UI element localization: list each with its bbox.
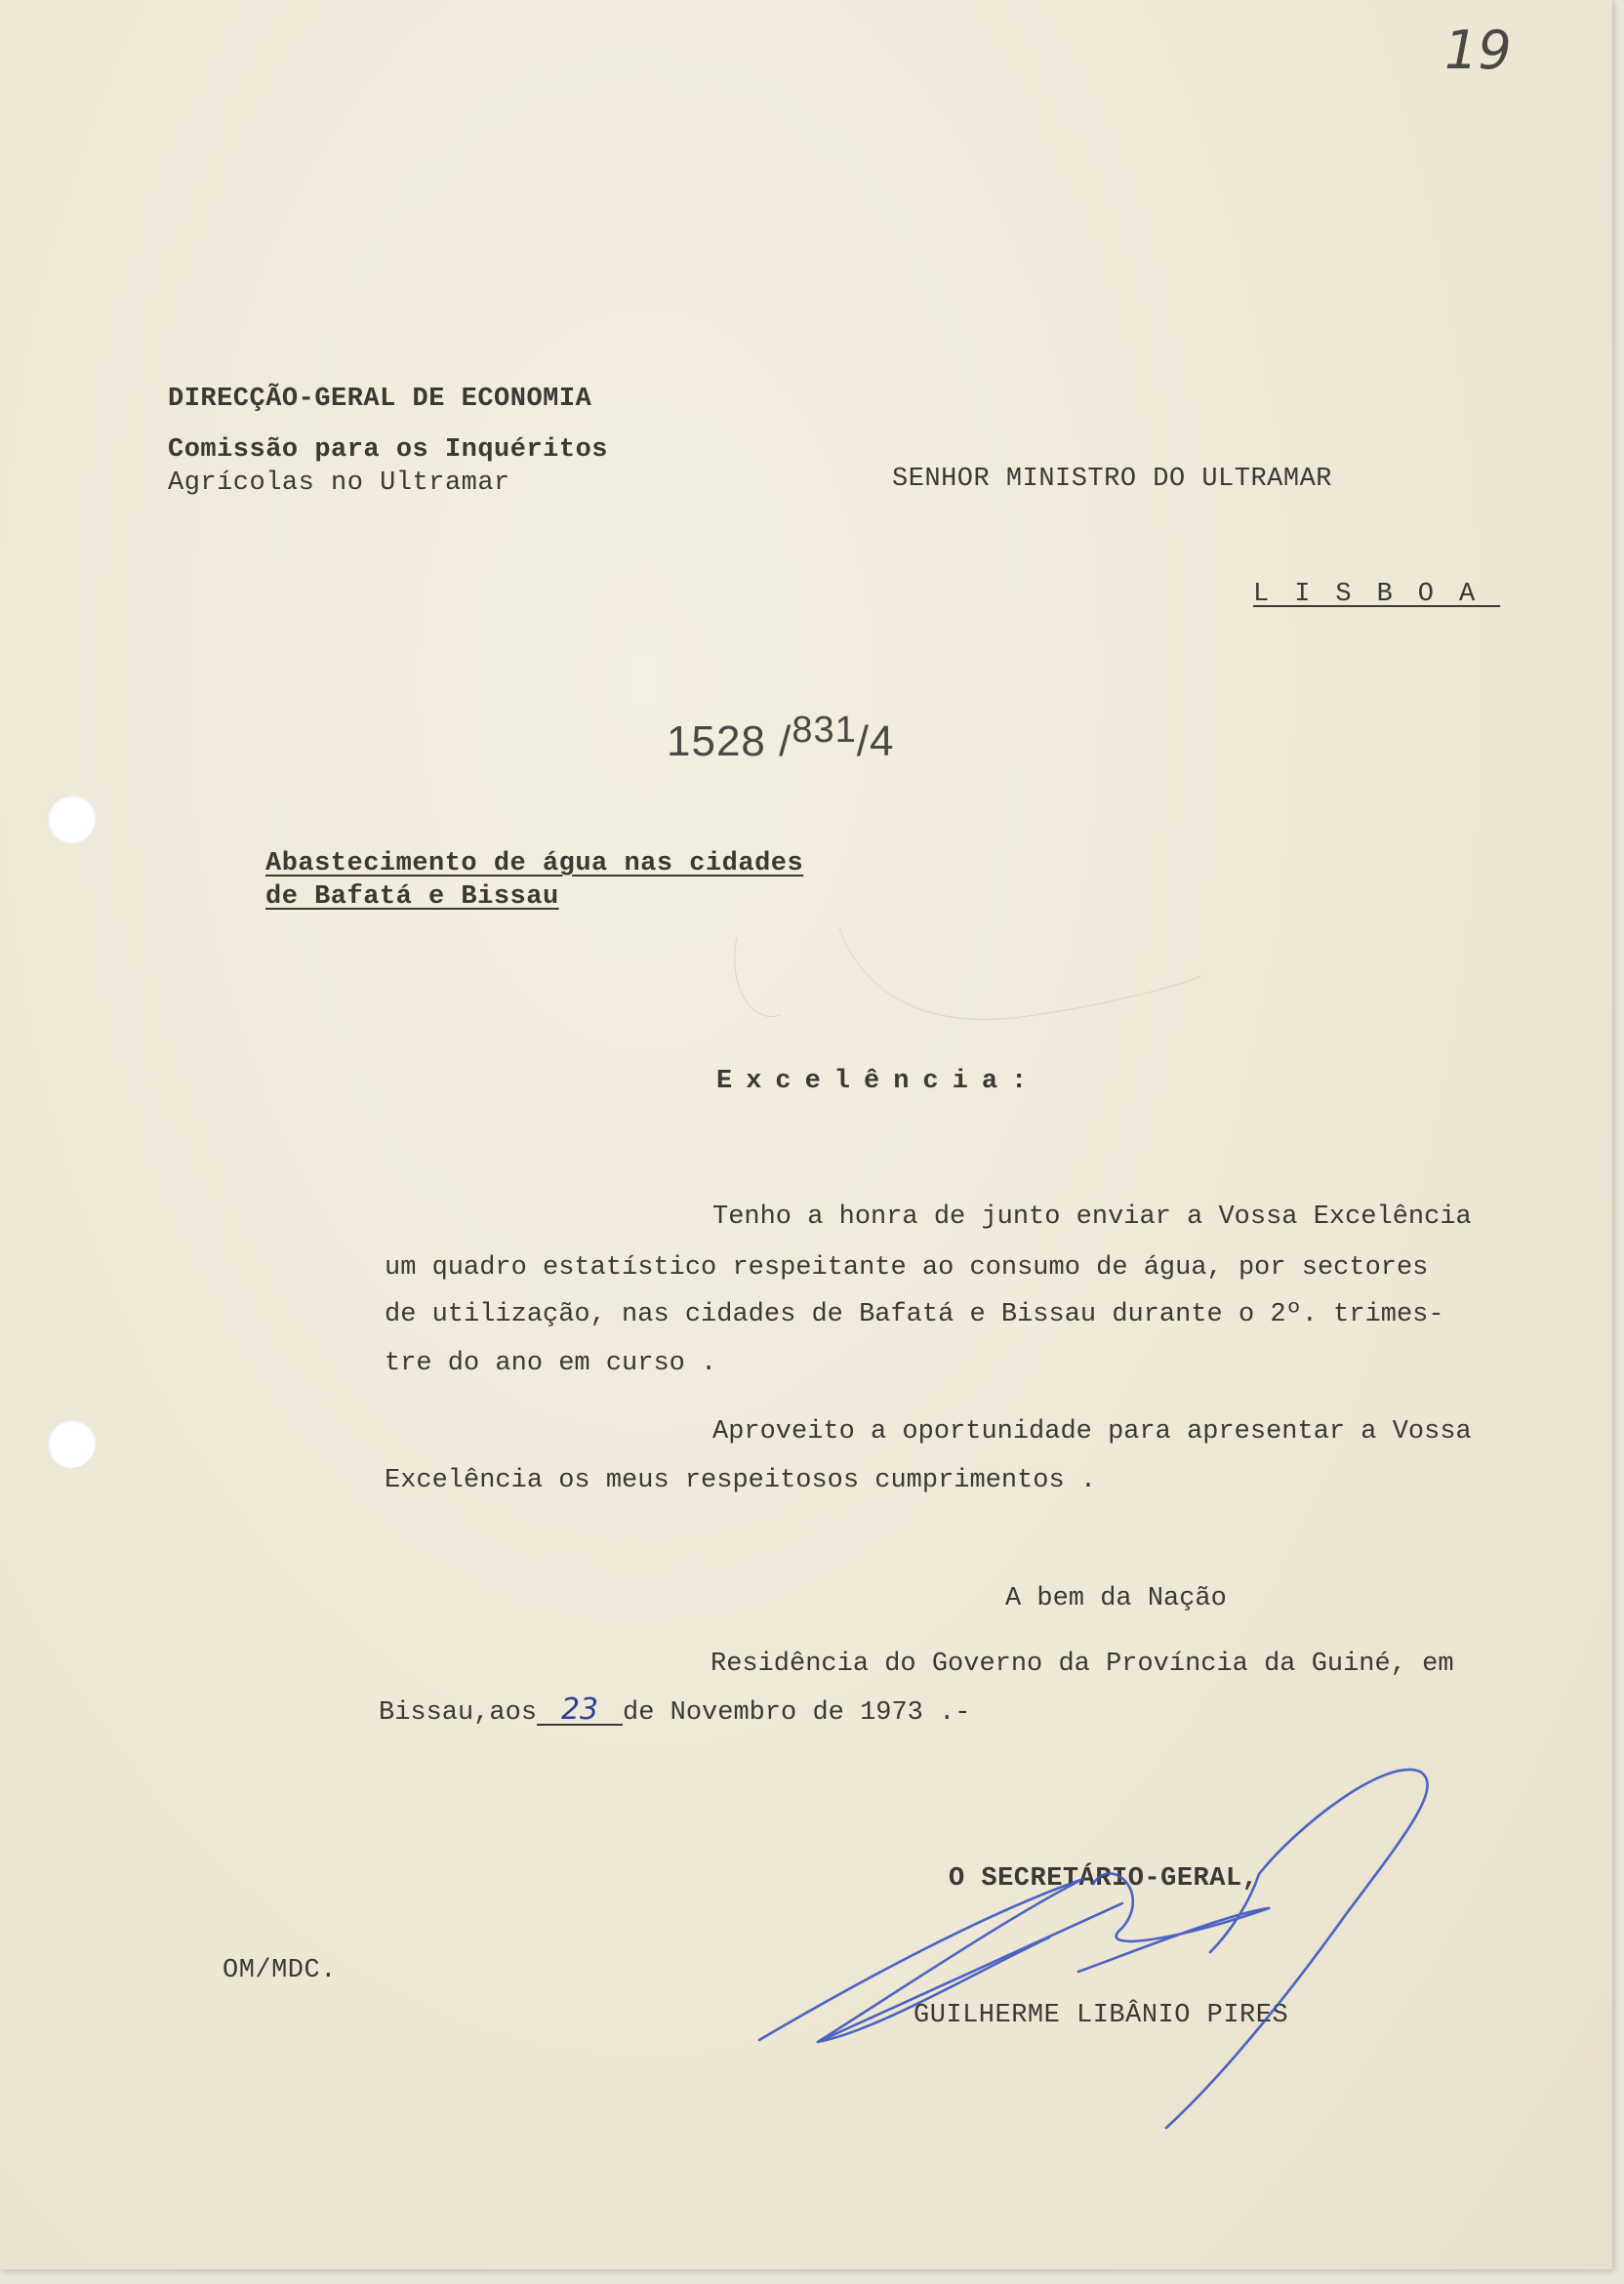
paragraph2-line2: Excelência os meus respeitosos cumprimentos . [385,1466,1097,1495]
paragraph1-line3: de utilização, nas cidades de Bafatá e Bissau durante o 2º. trimes- [385,1300,1444,1329]
closing-formula: A bem da Nação [1005,1584,1227,1613]
salutation: Excelência: [716,1067,1041,1096]
paragraph1-line1: Tenho a honra de junto enviar a Vossa Excelência [712,1203,1472,1232]
signatory-role: O SECRETÁRIO-GERAL, [949,1864,1259,1894]
recipient-title: SENHOR MINISTRO DO ULTRAMAR [892,465,1332,494]
reference-suffix: /4 [856,717,895,765]
paragraph2-line1: Aproveito a oportunidade para apresentar a Vossa [712,1417,1472,1447]
typist-initials: OM/MDC. [223,1956,337,1985]
paragraph1-line2: um quadro estatístico respeitante ao consumo de água, por sectores [385,1253,1429,1283]
page-number: 19 [1444,20,1512,81]
date-suffix: de Novembro de 1973 .- [623,1698,971,1728]
paragraph1-line4: tre do ano em curso . [385,1349,717,1378]
reference-separator: / [779,717,792,765]
subject-line-2: de Bafatá e Bissau [265,882,559,912]
signatory-name: GUILHERME LIBÂNIO PIRES [914,2001,1289,2030]
sender-commission-cont: Agrícolas no Ultramar [168,469,510,498]
reference-main: 1528 [667,717,766,765]
place-prefix: Bissau,aos [379,1698,538,1728]
handwritten-day: 23 [537,1696,623,1726]
reference-sub: 831 [792,710,857,751]
sender-commission: Comissão para os Inquéritos [168,435,608,465]
subject-line-1: Abastecimento de água nas cidades [265,849,804,878]
sender-department: DIRECÇÃO-GERAL DE ECONOMIA [168,385,592,414]
recipient-city: LISBOA [1253,580,1501,609]
place-line-1: Residência do Governo da Província da Guiné, em [710,1650,1454,1679]
